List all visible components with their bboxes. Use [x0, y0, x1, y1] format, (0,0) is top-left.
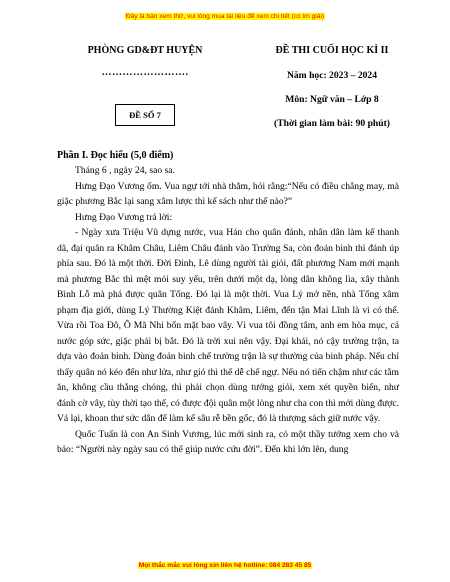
exam-duration: (Thời gian làm bài: 90 phút) — [274, 118, 390, 129]
paragraph-king-question: Hưng Đạo Vương ốm. Vua ngự tới nhà thăm, hỏi rằng:“Nếu có điều chẳng may, mà giặc phương Bắc lại sang xâm lược thì kế sách như thế nào?” — [57, 180, 399, 207]
section-title: Phần I. Đọc hiểu (5,0 điểm) — [57, 150, 174, 161]
hotline-banner — [0, 562, 450, 569]
school-year: Năm học: 2023 – 2024 — [286, 70, 378, 81]
preview-notice-banner — [0, 13, 450, 20]
preview-notice-text: Đây là bản xem thử, vui lòng mua tài liệu để xem chi tiết (có lời giải) — [125, 13, 325, 20]
hotline-text: Mọi thắc mắc vui lòng xin liên hệ hotline: 084 283 45 85 — [138, 562, 312, 569]
exam-code-box: ĐỀ SỐ 7 — [115, 104, 175, 126]
header-right-block — [232, 44, 432, 131]
paragraph-date: Tháng 6 , ngày 24, sao sa. — [75, 165, 175, 176]
exam-title: ĐỀ THI CUỐI HỌC KÌ II — [275, 45, 389, 56]
paragraph-quoc-tuan: Quốc Tuấn là con An Sinh Vương, lúc mới sinh ra, có một thầy tướng xem cho và bảo: “Người này ngày sau có thể giúp nước cứu đời”. Đến khi lớn lên, dung — [57, 428, 399, 455]
department-name: PHÒNG GD&ĐT HUYỆN — [87, 45, 203, 56]
paragraph-answer: - Ngày xưa Triệu Vũ dựng nước, vua Hán cho quân đánh, nhân dân làm kế thanh dã, đại quân ra Khâm Châu, Liêm Châu đánh vào Trường Sa, còn đoản binh thì đánh úp phía sau. Đó là một thời. Đời Đinh, Lê dùng người tài giỏi, đất phương Nam mới mạnh mà phương Bắc thì mệt mỏi suy yếu, trên dưới một dạ, lòng dân không lìa, xây thành Bình Lỗ mà phá được quân Tống. Đó lại là một thời. Vua Lý mở nền, nhà Tống xâm phạm địa giới, dùng Lý Thường Kiệt đánh Khâm, Liêm, đến tận Mai Lĩnh là vì có thế. Vừa rồi Toa Đô, Ô Mã Nhi bốn mặt bao vây. Vì vua tôi đồng tâm, anh em hòa mục, cả nước góp sức, giặc phải bị bắt. Đó là trời xui nên vậy. Đại khái, nó cậy trường trận, ta dựa vào đoản binh. Dùng đoản binh chế trường trận là sự thường của binh pháp. Nếu chỉ thấy quân nó kéo đến như lửa, như gió thì thế dễ chế ngự. Nếu nó tiến chậm như các tằm ăn, không cầu thắng chóng, thì phải chọn dùng tướng giỏi, xem xét quyền biến, như đánh cờ vây, tùy thời tạo thế, có được đội quân một lòng như cha con thì mới dùng được. Vả lại, khoan thư sức dân để làm kế sâu rễ bền gốc, đó là thượng sách giữ nước vậy. — [57, 227, 399, 424]
subject-grade: Môn: Ngữ văn – Lớp 8 — [285, 94, 379, 105]
document-body — [57, 148, 399, 458]
district-placeholder-dots: ……………………. — [101, 67, 189, 78]
header-left-block — [60, 44, 230, 126]
paragraph-answer-intro: Hưng Đạo Vương trả lời: — [75, 211, 173, 223]
